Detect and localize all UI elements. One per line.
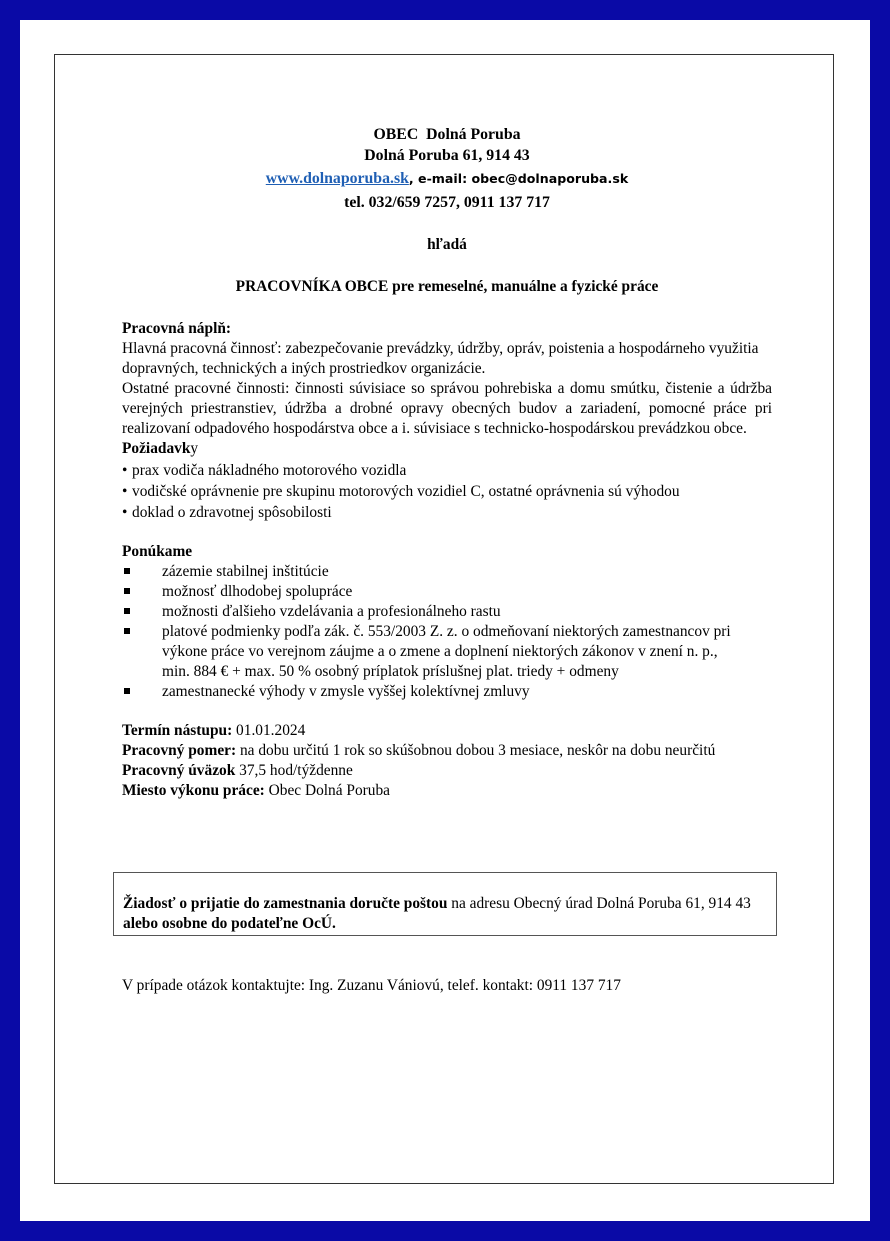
offer-section	[122, 542, 772, 702]
application-part3: alebo osobne do podateľne OcÚ.	[123, 915, 336, 932]
requirements-list	[122, 460, 772, 523]
offer-list	[122, 562, 772, 702]
list-item: možnosti ďalšieho vzdelávania a profesionálneho rastu	[122, 602, 772, 622]
application-part1: Žiadosť o prijatie do zamestnania doručte poštou	[123, 895, 448, 912]
square-bullet-icon	[124, 628, 130, 634]
web-contact-line	[122, 167, 772, 191]
seeks-heading: hľadá	[427, 236, 467, 253]
application-part2: na adresu Obecný úrad Dolná Poruba 61, 914 43	[447, 895, 751, 912]
list-item: platové podmienky podľa zák. č. 553/2003 Z. z. o odmeňovaní niektorých zamestnancov pri výkone práce vo verejnom záujme a o zmene a doplnení niektorých zákonov v znení n. p., min. 884 € + max. 50 % osobný príplatok príslušnej plat. triedy + odmeny	[122, 622, 772, 682]
application-box	[113, 872, 777, 936]
work-place: Miesto výkonu práce: Obec Dolná Poruba	[122, 782, 391, 799]
phone-line: tel. 032/659 7257, 0911 137 717	[344, 194, 550, 211]
bullet-icon: •	[122, 462, 128, 479]
offer-heading: Ponúkame	[122, 543, 193, 560]
square-bullet-icon	[124, 568, 130, 574]
list-item: • doklad o zdravotnej spôsobilosti	[122, 504, 332, 521]
org-address: Dolná Poruba 61, 914 43	[364, 147, 530, 164]
document-page	[20, 20, 870, 1221]
position-title: PRACOVNÍKA OBCE pre remeselné, manuálne a fyzické práce	[235, 278, 659, 295]
bullet-icon: •	[122, 483, 128, 500]
start-date: Termín nástupu: 01.01.2024	[122, 722, 306, 739]
org-name: OBEC Dolná Poruba	[373, 126, 521, 143]
main-activity: Hlavná pracovná činnosť: zabezpečovanie prevádzky, údržby, opráv, poistenia a hospodárneho využitia dopravných, technických a iných prostriedkov organizácie.	[122, 340, 759, 377]
list-item: • prax vodiča nákladného motorového vozidla	[122, 462, 407, 479]
requirements-heading-bold: Požiadavk	[122, 440, 191, 457]
square-bullet-icon	[124, 688, 130, 694]
job-section	[122, 319, 772, 439]
square-bullet-icon	[124, 608, 130, 614]
job-heading: Pracovná náplň:	[122, 320, 232, 337]
terms-section	[122, 721, 772, 801]
employment-type: Pracovný pomer: na dobu určitú 1 rok so skúšobnou dobou 3 mesiace, neskôr na dobu neurčitú	[122, 742, 716, 759]
requirements-heading-rest: y	[190, 440, 199, 457]
list-item: možnosť dlhodobej spolupráce	[122, 582, 772, 602]
list-item: zamestnanecké výhody v zmysle vyššej kolektívnej zmluvy	[122, 682, 772, 702]
email-text: , e-mail: obec@dolnaporuba.sk	[408, 171, 629, 186]
contact-line: V prípade otázok kontaktujte: Ing. Zuzanu Vániovú, telef. kontakt: 0911 137 717	[122, 977, 621, 994]
square-bullet-icon	[124, 588, 130, 594]
document-content	[122, 124, 772, 801]
website-link[interactable]: www.dolnaporuba.sk	[265, 170, 409, 187]
other-activities: Ostatné pracovné činnosti: činnosti súvisiace so správou pohrebiska a domu smútku, čistenie a údržba verejných priestranstiev, údržba a drobné opravy obecných budov a zariadení, pomocné práce pri realizovaní odpadového hospodárstva obce a i. súvisiace s technicko-hospodárskou prevádzkou obce.	[122, 380, 772, 437]
work-hours: Pracovný úväzok 37,5 hod/týždenne	[122, 762, 353, 779]
list-item: • vodičské oprávnenie pre skupinu motorových vozidiel C, ostatné oprávnenia sú výhodou	[122, 483, 680, 500]
list-item: zázemie stabilnej inštitúcie	[122, 562, 772, 582]
bullet-icon: •	[122, 504, 128, 521]
requirements-heading	[122, 439, 772, 459]
requirements-section	[122, 439, 772, 523]
